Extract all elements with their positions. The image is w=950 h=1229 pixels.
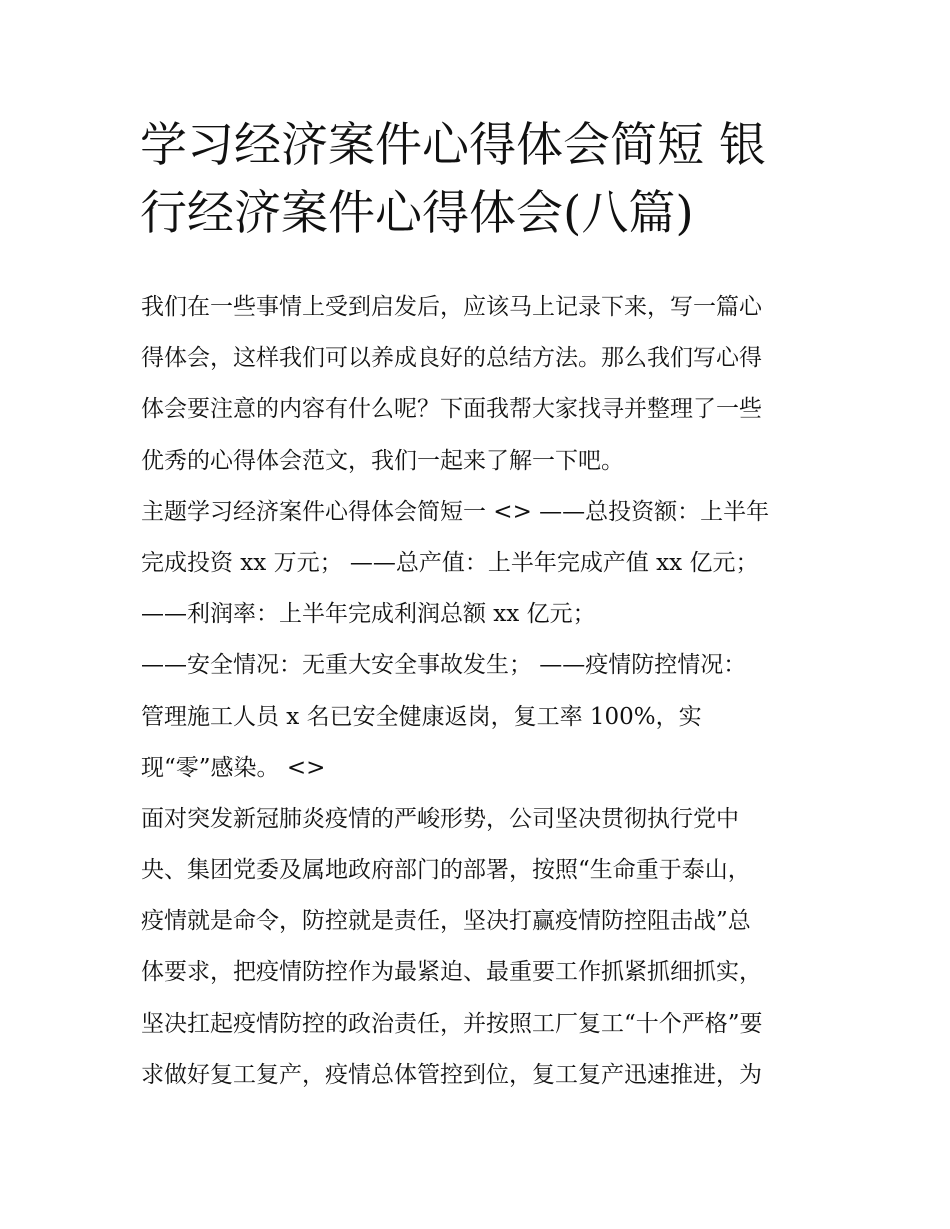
body-line: 体要求，把疫情防控作为最紧迫、最重要工作抓紧抓细抓实， xyxy=(141,959,762,986)
body-line: ——安全情况：无重大安全事故发生； ——疫情防控情况： xyxy=(141,652,747,679)
body-line: 管理施工人员 x 名已安全健康返岗，复工率 100%，实 xyxy=(141,703,702,730)
body-line: 面对突发新冠肺炎疫情的严峻形势，公司坚决贯彻执行党中 xyxy=(141,805,739,832)
body-line: 疫情就是命令，防控就是责任，坚决打赢疫情防控阻击战”总 xyxy=(141,908,751,935)
document-body xyxy=(141,282,831,1101)
body-line: 现“零”感染。 <> xyxy=(141,754,326,781)
body-line: 完成投资 xx 万元； ——总产值：上半年完成产值 xx 亿元； xyxy=(141,549,759,576)
body-line: 主题学习经济案件心得体会简短一 <> ——总投资额：上半年 xyxy=(141,498,770,525)
title-line: 行经济案件心得体会(八篇) xyxy=(140,186,694,241)
body-line: ——利润率：上半年完成利润总额 xx 亿元； xyxy=(141,601,596,628)
body-line: 央、集团党委及属地政府部门的部署，按照“生命重于泰山， xyxy=(141,857,751,884)
body-line: 求做好复工复产，疫情总体管控到位，复工复产迅速推进，为 xyxy=(141,1061,762,1088)
title-line: 学习经济案件心得体会简短 银 xyxy=(140,118,766,173)
body-line: 得体会，这样我们可以养成良好的总结方法。那么我们写心得 xyxy=(141,345,762,372)
body-line: 我们在一些事情上受到启发后，应该马上记录下来，写一篇心 xyxy=(141,294,762,320)
body-line: 坚决扛起疫情防控的政治责任，并按照工厂复工“十个严格”要 xyxy=(141,1010,763,1037)
body-line: 优秀的心得体会范文，我们一起来了解一下吧。 xyxy=(141,447,624,474)
body-line: 体会要注意的内容有什么呢？下面我帮大家找寻并整理了一些 xyxy=(141,396,762,423)
document-title xyxy=(140,112,840,248)
